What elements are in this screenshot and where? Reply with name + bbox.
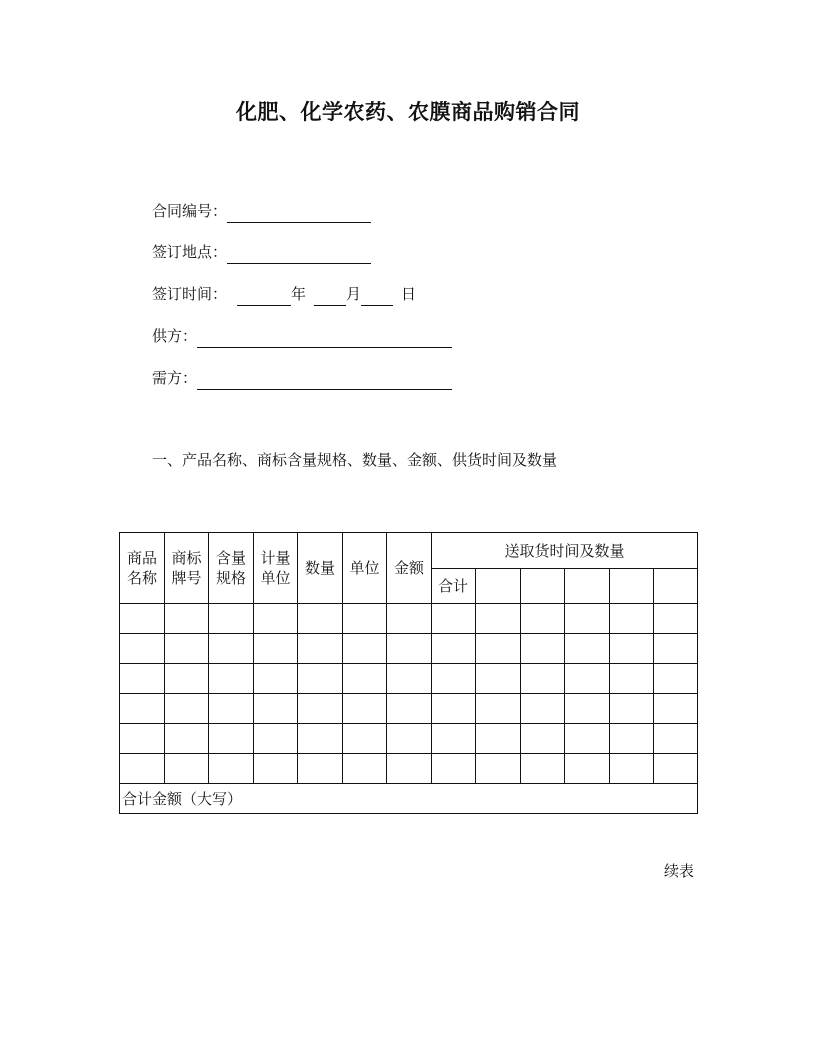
- table-cell[interactable]: [610, 634, 654, 664]
- table-cell[interactable]: [565, 694, 610, 724]
- table-cell[interactable]: [298, 724, 343, 754]
- table-cell[interactable]: [254, 604, 298, 634]
- table-cell[interactable]: [298, 754, 343, 784]
- table-cell[interactable]: [387, 754, 432, 784]
- total-amount-label[interactable]: 合计金额（大写）: [120, 784, 698, 814]
- day-label: 日: [401, 285, 417, 303]
- table-cell[interactable]: [254, 664, 298, 694]
- table-cell[interactable]: [476, 664, 521, 694]
- header-delivery-slot[interactable]: [610, 569, 654, 604]
- table-cell[interactable]: [432, 604, 476, 634]
- table-cell[interactable]: [120, 724, 165, 754]
- table-cell[interactable]: [120, 694, 165, 724]
- table-cell[interactable]: [521, 694, 565, 724]
- table-cell[interactable]: [654, 634, 698, 664]
- contract-number-field: [152, 199, 371, 223]
- header-measure-unit: 计量 单位: [254, 533, 298, 604]
- table-cell[interactable]: [254, 694, 298, 724]
- table-cell[interactable]: [387, 664, 432, 694]
- table-cell[interactable]: [565, 754, 610, 784]
- header-delivery-slot[interactable]: [476, 569, 521, 604]
- table-cell[interactable]: [209, 754, 254, 784]
- signing-time-field: [152, 282, 416, 306]
- table-cell[interactable]: [521, 724, 565, 754]
- table-cell[interactable]: [476, 694, 521, 724]
- table-cell[interactable]: [343, 664, 387, 694]
- table-cell[interactable]: [343, 604, 387, 634]
- signing-place-blank[interactable]: [227, 246, 371, 264]
- header-brand: 商标 牌号: [165, 533, 209, 604]
- year-label: 年: [291, 285, 307, 303]
- header-delivery-total: 合计: [432, 569, 476, 604]
- table-cell[interactable]: [120, 604, 165, 634]
- table-header-row: [120, 533, 698, 569]
- table-cell[interactable]: [387, 694, 432, 724]
- table-cell[interactable]: [343, 724, 387, 754]
- month-label: 月: [346, 285, 362, 303]
- table-cell[interactable]: [343, 694, 387, 724]
- header-quantity: 数量: [298, 533, 343, 604]
- table-cell[interactable]: [165, 724, 209, 754]
- month-blank[interactable]: [314, 288, 346, 306]
- table-body: [120, 604, 698, 784]
- signing-place-label: 签订地点：: [152, 243, 228, 261]
- table-cell[interactable]: [165, 634, 209, 664]
- table-cell[interactable]: [610, 694, 654, 724]
- table-cell[interactable]: [298, 604, 343, 634]
- table-cell[interactable]: [610, 724, 654, 754]
- table-cell[interactable]: [565, 664, 610, 694]
- table-cell[interactable]: [521, 604, 565, 634]
- table-cell[interactable]: [432, 634, 476, 664]
- table-cell[interactable]: [298, 634, 343, 664]
- year-blank[interactable]: [237, 288, 291, 306]
- table-cell[interactable]: [254, 754, 298, 784]
- table-cell[interactable]: [120, 634, 165, 664]
- supplier-field: [152, 324, 452, 348]
- table-cell[interactable]: [432, 754, 476, 784]
- table-cell[interactable]: [476, 724, 521, 754]
- table-cell[interactable]: [254, 724, 298, 754]
- table-row: [120, 664, 698, 694]
- table-cell[interactable]: [610, 604, 654, 634]
- header-delivery: 送取货时间及数量: [432, 533, 698, 569]
- section-1-heading: 一、产品名称、商标含量规格、数量、金额、供货时间及数量: [152, 451, 558, 469]
- table-row: [120, 634, 698, 664]
- table-cell[interactable]: [432, 724, 476, 754]
- table-cell[interactable]: [209, 694, 254, 724]
- table-row: [120, 694, 698, 724]
- buyer-blank[interactable]: [197, 372, 452, 390]
- header-amount: 金额: [387, 533, 432, 604]
- table-cell[interactable]: [565, 724, 610, 754]
- table-cell[interactable]: [521, 634, 565, 664]
- table-cell[interactable]: [654, 604, 698, 634]
- header-product-name: 商品 名称: [120, 533, 165, 604]
- supplier-blank[interactable]: [197, 330, 452, 348]
- table-cell[interactable]: [387, 634, 432, 664]
- header-delivery-slot[interactable]: [521, 569, 565, 604]
- table-cell[interactable]: [209, 724, 254, 754]
- table-cell[interactable]: [610, 754, 654, 784]
- table-row: [120, 754, 698, 784]
- supplier-label: 供方：: [152, 327, 198, 345]
- table-cell[interactable]: [387, 724, 432, 754]
- header-delivery-slot[interactable]: [654, 569, 698, 604]
- signing-place-field: [152, 240, 371, 264]
- table-cell[interactable]: [521, 664, 565, 694]
- buyer-label: 需方：: [152, 369, 198, 387]
- table-cell[interactable]: [165, 664, 209, 694]
- table-cell[interactable]: [343, 754, 387, 784]
- header-unit: 单位: [343, 533, 387, 604]
- document-title: 化肥、化学农药、农膜商品购销合同: [236, 100, 580, 124]
- table-cell[interactable]: [343, 634, 387, 664]
- signing-time-label: 签订时间：: [152, 285, 228, 303]
- table-cell[interactable]: [120, 664, 165, 694]
- table-cell[interactable]: [165, 754, 209, 784]
- table-cell[interactable]: [209, 634, 254, 664]
- table-cell[interactable]: [432, 694, 476, 724]
- table-cell[interactable]: [654, 754, 698, 784]
- table-cell[interactable]: [476, 754, 521, 784]
- table-cell[interactable]: [476, 634, 521, 664]
- continued-label: 续表: [664, 862, 695, 880]
- table-cell[interactable]: [565, 634, 610, 664]
- table-cell[interactable]: [654, 724, 698, 754]
- table-cell[interactable]: [298, 694, 343, 724]
- table-cell[interactable]: [476, 604, 521, 634]
- table-cell[interactable]: [387, 604, 432, 634]
- header-content-spec: 含量 规格: [209, 533, 254, 604]
- table-cell[interactable]: [654, 664, 698, 694]
- table-cell[interactable]: [521, 754, 565, 784]
- table-cell[interactable]: [165, 604, 209, 634]
- table-cell[interactable]: [654, 694, 698, 724]
- total-amount-row: [120, 784, 698, 814]
- header-delivery-slot[interactable]: [565, 569, 610, 604]
- table-cell[interactable]: [610, 664, 654, 694]
- contract-number-blank[interactable]: [227, 205, 371, 223]
- table-cell[interactable]: [120, 754, 165, 784]
- table-row: [120, 604, 698, 634]
- table-cell[interactable]: [298, 664, 343, 694]
- table-cell[interactable]: [565, 604, 610, 634]
- table-cell[interactable]: [165, 694, 209, 724]
- buyer-field: [152, 366, 452, 390]
- table-cell[interactable]: [209, 604, 254, 634]
- goods-table: [119, 532, 698, 814]
- table-cell[interactable]: [254, 634, 298, 664]
- day-blank[interactable]: [361, 288, 393, 306]
- contract-number-label: 合同编号：: [152, 202, 228, 220]
- table-cell[interactable]: [209, 664, 254, 694]
- table-row: [120, 724, 698, 754]
- table-cell[interactable]: [432, 664, 476, 694]
